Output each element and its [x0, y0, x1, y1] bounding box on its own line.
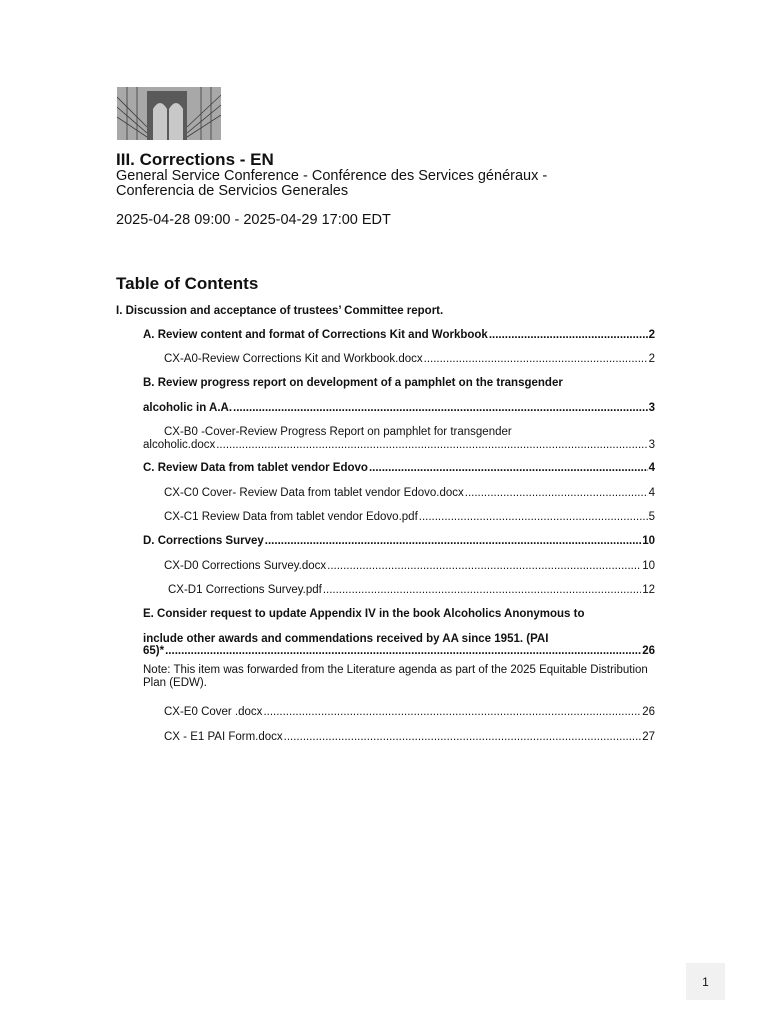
toc-item-text: CX-D1 Corrections Survey.pdf	[168, 584, 322, 596]
toc-heading: Table of Contents	[116, 274, 259, 293]
toc-item-text: CX-D0 Corrections Survey.docx	[164, 560, 327, 572]
toc-page-number: 5	[648, 511, 655, 523]
bridge-logo-image	[117, 87, 221, 140]
toc-page-number: 3	[648, 402, 655, 414]
toc-item-text: CX-A0-Review Corrections Kit and Workbook.docx	[164, 353, 423, 365]
toc-item-text: alcoholic in A.A.	[143, 402, 233, 414]
toc-item-b0-line1[interactable]: CX-B0 -Cover-Review Progress Report on pamphlet for transgender	[164, 426, 512, 438]
toc-item-b-line1[interactable]: B. Review progress report on development of a pamphlet on the transgender	[143, 377, 563, 389]
toc-section-1[interactable]: I. Discussion and acceptance of trustees’ Committee report.	[116, 305, 444, 317]
toc-page-number: 10	[642, 560, 655, 572]
meeting-dates: 2025-04-28 09:00 - 2025-04-29 17:00 EDT	[116, 212, 391, 228]
toc-page-number: 4	[648, 487, 655, 499]
toc-item-text: C. Review Data from tablet vendor Edovo	[143, 462, 368, 474]
toc-page-number: 2	[648, 329, 655, 341]
toc-page-number: 2	[648, 353, 655, 365]
meeting-subtitle: General Service Conference - Conférence des Services généraux - Conferencia de Servicios Generales	[116, 168, 548, 199]
toc-item-e-line1[interactable]: E. Consider request to update Appendix IV in the book Alcoholics Anonymous to	[143, 608, 585, 620]
toc-item-text: CX-C1 Review Data from tablet vendor Edovo.pdf	[164, 511, 418, 523]
toc-item-text: CX-E0 Cover .docx	[164, 706, 263, 718]
toc-item-c0[interactable]	[164, 487, 655, 499]
toc-item-d1[interactable]	[168, 584, 655, 596]
toc-item-text: 65)*	[143, 645, 165, 657]
toc-item-e-line2[interactable]: include other awards and commendations received by AA since 1951. (PAI	[143, 633, 549, 645]
toc-page-number: 10	[642, 535, 655, 547]
toc-item-text: alcoholic.docx	[143, 439, 216, 451]
toc-page-number: 26	[642, 706, 655, 718]
toc-page-number: 27	[642, 731, 655, 743]
toc-page-number: 4	[648, 462, 655, 474]
toc-item-e0[interactable]	[164, 706, 655, 718]
toc-item-b[interactable]	[143, 402, 655, 414]
meeting-title: III. Corrections - EN	[116, 150, 274, 169]
toc-page-number: 12	[642, 584, 655, 596]
toc-item-text: CX - E1 PAI Form.docx	[164, 731, 283, 743]
toc-page-number: 26	[642, 645, 655, 657]
toc-item-e-note: Note: This item was forwarded from the Literature agenda as part of the 2025 Equitable Distribution Plan (EDW).	[143, 664, 648, 689]
toc-item-e[interactable]	[143, 645, 655, 657]
toc-page-number: 3	[648, 439, 655, 451]
toc-item-a[interactable]	[143, 329, 655, 341]
toc-item-c[interactable]	[143, 462, 655, 474]
page-number-badge: 1	[686, 963, 725, 1000]
toc-item-a0[interactable]	[164, 353, 655, 365]
toc-item-text: CX-C0 Cover- Review Data from tablet vendor Edovo.docx	[164, 487, 464, 499]
toc-item-d[interactable]	[143, 535, 655, 547]
toc-item-text: D. Corrections Survey	[143, 535, 264, 547]
toc-item-e1[interactable]	[164, 731, 655, 743]
toc-item-text: A. Review content and format of Corrections Kit and Workbook	[143, 329, 488, 341]
toc-item-c1[interactable]	[164, 511, 655, 523]
toc-item-d0[interactable]	[164, 560, 655, 572]
toc-item-b0[interactable]	[143, 439, 655, 451]
